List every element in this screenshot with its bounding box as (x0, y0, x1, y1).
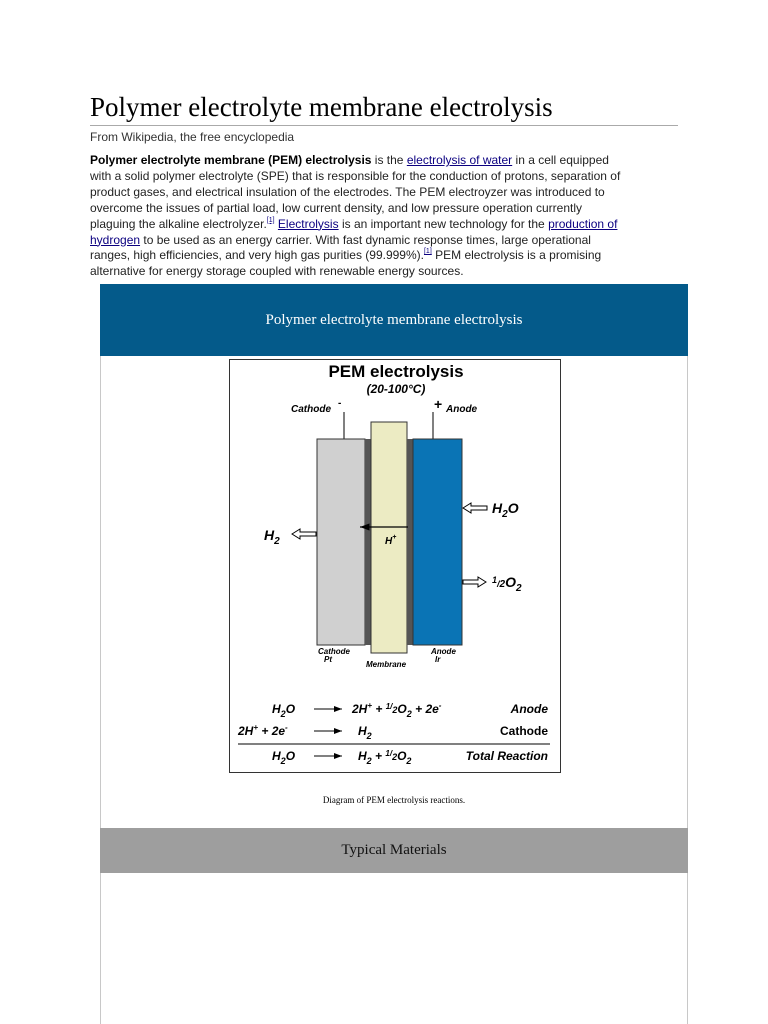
infobox-section-header: Typical Materials (100, 828, 688, 873)
svg-text:2H+ + 1/2O2 + 2e-: $2H^+ + ^1/_2O_2 + 2e^-$ (352, 701, 442, 719)
svg-text:H2O: $H_2O$ (272, 749, 296, 766)
cathode-label: Cathode (291, 404, 331, 415)
h2-label: $H_2$ (264, 527, 280, 547)
anode-plate (413, 439, 462, 645)
cathode-catalyst-layer (365, 439, 371, 645)
intro-paragraph (90, 153, 678, 280)
infobox-header: Polymer electrolyte membrane electrolysis (100, 284, 688, 356)
infobox (100, 284, 688, 1024)
infobox-border-right (687, 356, 688, 1024)
intro-line (90, 153, 678, 169)
membrane-bottom-label: Membrane (366, 660, 407, 669)
intro-text: PEM electrolysis is a promising (431, 248, 602, 263)
anode-catalyst-layer (407, 439, 413, 645)
diagram-temperature: (20-100°C) (366, 382, 426, 396)
anode-sign: + (434, 396, 443, 412)
intro-line: with a solid polymer electrolyte (SPE) that is responsible for the conduction of protons, separation of (90, 168, 621, 183)
proton-label: H+ (385, 534, 397, 547)
o2-outlet-arrow (463, 577, 486, 587)
intro-line (90, 248, 678, 264)
intro-text: is an important new technology for the (338, 216, 549, 231)
anode-bottom-label: Anode (431, 647, 456, 656)
h2o-label: $H_2O$ (492, 500, 519, 520)
svg-text:H2O: $H_2O$ (272, 702, 296, 719)
intro-bold-term: Polymer electrolyte membrane (PEM) electrolysis (90, 153, 372, 167)
intro-text: in a cell equipped (512, 153, 609, 167)
svg-text:H2 + 1/2O2: $H_2 + ^1/_2O_2$ (358, 749, 412, 766)
title-divider (90, 125, 678, 126)
cathode-sign: - (338, 398, 342, 409)
intro-line: product gases, and electrical insulation of the electrodes. The PEM electroyzer was introduced to (90, 184, 605, 199)
equation-total (272, 749, 548, 766)
h2o-inlet-arrow (463, 503, 487, 513)
svg-text:2H+ + 2e-: 2H+ + 2e- (238, 723, 288, 738)
link-hydrogen[interactable]: hydrogen (90, 232, 141, 247)
intro-text: ranges, high efficiencies, and very high gas purities (99.999%). (90, 248, 424, 263)
intro-text: to be used as an energy carrier. With fast dynamic response times, large operational (140, 232, 591, 247)
link-production-of-hydrogen[interactable]: production of (548, 216, 618, 231)
svg-text:Cathode: Cathode (500, 724, 548, 738)
intro-line: alternative for energy storage coupled with renewable energy sources. (90, 264, 464, 279)
intro-text: is the (371, 153, 407, 167)
cathode-bottom-label: Cathode (318, 647, 350, 656)
cathode-plate (317, 439, 365, 645)
link-electrolysis[interactable]: Electrolysis (277, 216, 339, 231)
diagram-caption: Diagram of PEM electrolysis reactions. (322, 795, 466, 805)
intro-text: plaguing the alkaline electrolyzer. (90, 216, 267, 231)
page-title: Polymer electrolyte membrane electrolysis (90, 92, 553, 122)
reference-link[interactable]: [1] (423, 248, 432, 256)
o2-label: $^1_/2O_2$ (492, 574, 522, 594)
page-subtitle: From Wikipedia, the free encyclopedia (90, 130, 295, 144)
cathode-metal-label: Pt (324, 655, 332, 664)
equation-cathode (237, 723, 548, 741)
intro-line (90, 233, 678, 249)
anode-metal-label: Ir (435, 655, 441, 664)
svg-text:Anode: Anode (510, 702, 548, 716)
intro-line: overcome the issues of partial load, low current density, and low pressure operation currently (90, 200, 583, 215)
reference-link[interactable]: [1] (266, 216, 275, 224)
link-electrolysis-of-water[interactable]: electrolysis of water (406, 153, 513, 167)
diagram-title: PEM electrolysis (328, 362, 464, 381)
pem-diagram-svg (230, 360, 560, 772)
infobox-border-left (100, 356, 101, 1024)
anode-label: Anode (446, 404, 478, 415)
intro-line (90, 217, 678, 233)
svg-text:Total Reaction: Total Reaction (465, 749, 548, 763)
svg-text:H2: $H_2$ (358, 724, 372, 741)
equation-anode (272, 701, 548, 719)
pem-diagram[interactable] (229, 359, 561, 773)
h2-outlet-arrow (292, 529, 316, 539)
